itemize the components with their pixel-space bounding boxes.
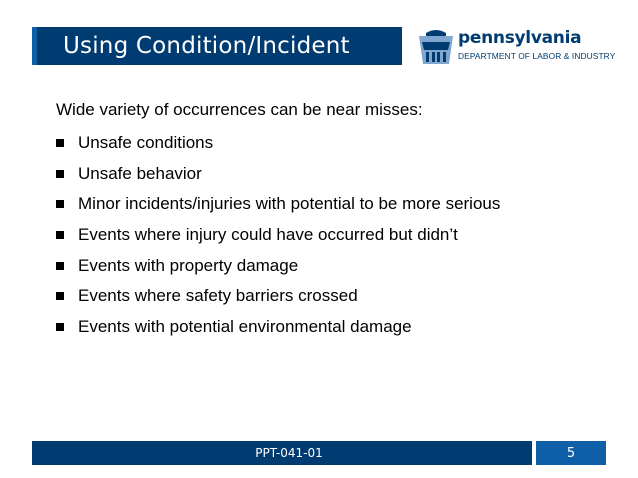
title-bar: [32, 27, 402, 65]
square-bullet-icon: [56, 200, 64, 208]
logo-department: DEPARTMENT OF LABOR & INDUSTRY: [458, 51, 616, 61]
list-item-text: Unsafe behavior: [78, 163, 202, 183]
list-item: [56, 220, 616, 251]
list-item: [56, 250, 616, 281]
list-item: [56, 312, 616, 343]
square-bullet-icon: [56, 262, 64, 270]
list-item-text: Events where injury could have occurred but didn’t: [78, 225, 458, 245]
bullet-list: [56, 128, 616, 342]
square-bullet-icon: [56, 139, 64, 147]
list-item: [56, 159, 616, 190]
page-number: 5: [566, 445, 576, 461]
list-item-text: Minor incidents/injuries with potential to be more serious: [78, 194, 501, 214]
slide-title: Using Condition/Incident: [63, 33, 350, 59]
list-item-text: Events with property damage: [78, 255, 299, 275]
logo-brand: pennsylvania: [458, 28, 582, 48]
list-item: [56, 189, 616, 220]
square-bullet-icon: [56, 231, 64, 239]
keystone-capitol-icon: [416, 28, 456, 66]
document-code: PPT-041-01: [255, 446, 323, 460]
list-item-text: Unsafe conditions: [78, 133, 214, 153]
footer-bar: [32, 441, 532, 465]
slide-content: [56, 100, 616, 342]
intro-text: Wide variety of occurrences can be near misses:: [56, 100, 423, 119]
pa-logo: [410, 24, 616, 70]
square-bullet-icon: [56, 170, 64, 178]
page-number-box: [536, 441, 606, 465]
square-bullet-icon: [56, 292, 64, 300]
list-item-text: Events with potential environmental damage: [78, 316, 412, 336]
list-item: [56, 128, 616, 159]
list-item-text: Events where safety barriers crossed: [78, 286, 358, 306]
list-item: [56, 281, 616, 312]
square-bullet-icon: [56, 323, 64, 331]
